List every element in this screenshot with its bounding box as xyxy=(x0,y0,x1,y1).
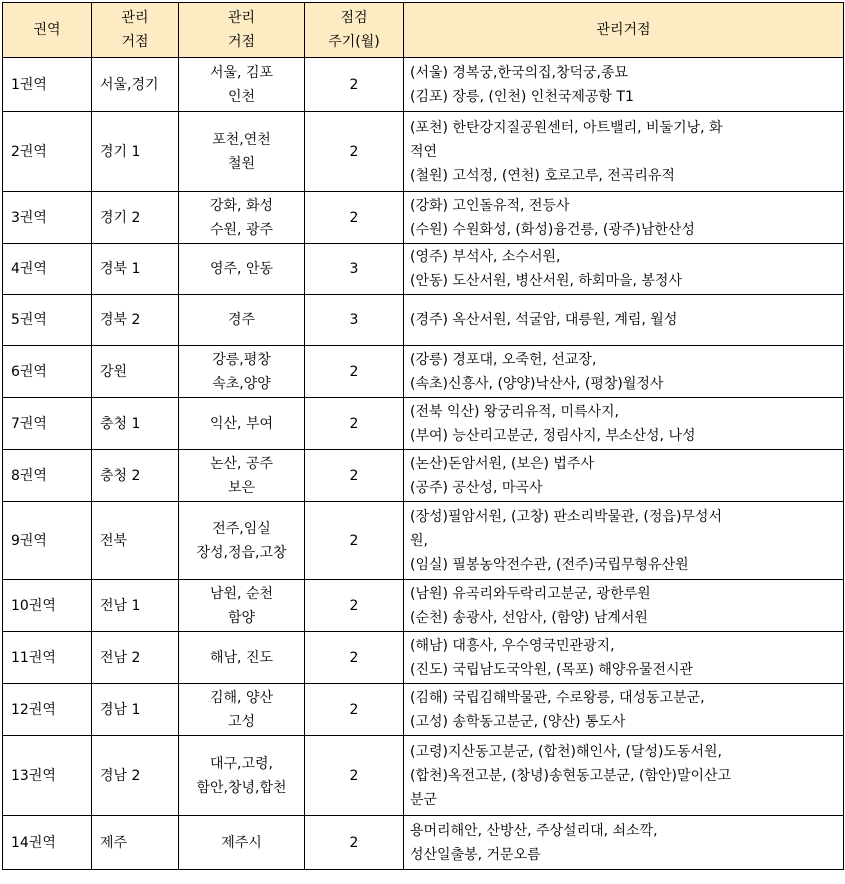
header-line: 거점 xyxy=(227,34,256,50)
area-cell: 전남 2 xyxy=(92,632,179,684)
cycle-cell: 2 xyxy=(305,58,404,112)
site-line: 분군 xyxy=(410,791,438,808)
sites-cell xyxy=(404,816,844,870)
area-cell: 경북 2 xyxy=(92,295,179,346)
site-line: (남원) 유곡리와두락리고분군, 광한루원 xyxy=(410,585,651,602)
region-cell: 7권역 xyxy=(3,398,92,450)
table-row xyxy=(3,580,844,632)
center-line: 함양 xyxy=(227,609,256,626)
table-row xyxy=(3,816,844,870)
center-cell xyxy=(179,295,305,346)
cycle-cell: 3 xyxy=(305,244,404,295)
center-line: 서울, 김포 xyxy=(210,64,273,81)
cycle-cell: 2 xyxy=(305,684,404,736)
site-line: (김포) 장릉, (인천) 인천국제공항 T1 xyxy=(410,88,634,105)
center-cell xyxy=(179,192,305,244)
sites-cell xyxy=(404,684,844,736)
header-line: 점검 xyxy=(340,10,368,26)
cycle-cell: 2 xyxy=(305,192,404,244)
center-line: 속초,양양 xyxy=(212,375,271,392)
table-row xyxy=(3,632,844,684)
site-line: (수원) 수원화성, (화성)융건릉, (광주)남한산성 xyxy=(410,221,695,238)
table-row xyxy=(3,502,844,580)
center-line: 인천 xyxy=(227,88,256,105)
area-cell: 충청 1 xyxy=(92,398,179,450)
site-line: (임실) 필봉농악전수관, (전주)국립무형유산원 xyxy=(410,556,689,573)
site-line: 용머리해안, 산방산, 주상설리대, 쇠소깍, xyxy=(410,822,658,839)
cycle-cell: 2 xyxy=(305,450,404,502)
header-row xyxy=(3,3,844,58)
center-line: 함안,창녕,합천 xyxy=(196,779,287,796)
table-row xyxy=(3,112,844,192)
area-cell: 경남 2 xyxy=(92,736,179,816)
cycle-cell: 2 xyxy=(305,112,404,192)
sites-cell xyxy=(404,580,844,632)
site-line: (순천) 송광사, 선암사, (함양) 남계서원 xyxy=(410,609,648,626)
site-line: (논산)돈암서원, (보은) 법주사 xyxy=(410,455,594,472)
center-line: 장성,정읍,고창 xyxy=(196,544,287,561)
header-line: 관리거점 xyxy=(596,22,651,38)
area-cell: 제주 xyxy=(92,816,179,870)
center-cell xyxy=(179,580,305,632)
center-line: 익산, 부여 xyxy=(210,415,273,432)
region-cell: 13권역 xyxy=(3,736,92,816)
center-line: 수원, 광주 xyxy=(210,221,273,238)
region-cell: 9권역 xyxy=(3,502,92,580)
site-line: (강화) 고인돌유적, 전등사 xyxy=(410,197,570,214)
center-line: 고성 xyxy=(227,713,256,730)
sites-cell xyxy=(404,502,844,580)
sites-cell xyxy=(404,295,844,346)
region-cell: 12권역 xyxy=(3,684,92,736)
sites-cell xyxy=(404,192,844,244)
table-row xyxy=(3,295,844,346)
area-cell: 경기 1 xyxy=(92,112,179,192)
center-cell xyxy=(179,816,305,870)
center-cell xyxy=(179,58,305,112)
cycle-cell: 3 xyxy=(305,295,404,346)
center-line: 김해, 양산 xyxy=(210,689,273,706)
table-row xyxy=(3,684,844,736)
area-cell: 경남 1 xyxy=(92,684,179,736)
sites-cell xyxy=(404,398,844,450)
center-line: 논산, 공주 xyxy=(210,455,273,472)
cycle-cell: 2 xyxy=(305,502,404,580)
site-line: (부여) 능산리고분군, 정림사지, 부소산성, 나성 xyxy=(410,427,696,444)
site-line: (서울) 경복궁,한국의집,창덕궁,종묘 xyxy=(410,64,629,81)
header-cycle xyxy=(305,3,404,58)
area-cell: 강원 xyxy=(92,346,179,398)
site-line: (공주) 공산성, 마곡사 xyxy=(410,479,543,496)
area-cell: 서울,경기 xyxy=(92,58,179,112)
table-row xyxy=(3,58,844,112)
site-line: (진도) 국립남도국악원, (목포) 해양유물전시관 xyxy=(410,661,694,678)
sites-cell xyxy=(404,632,844,684)
sites-cell xyxy=(404,244,844,295)
area-cell: 충청 2 xyxy=(92,450,179,502)
center-cell xyxy=(179,112,305,192)
site-line: (장성)필암서원, (고창) 판소리박물관, (정읍)무성서 xyxy=(410,508,722,525)
site-line: (고령)지산동고분군, (합천)해인사, (달성)도동서원, xyxy=(410,743,722,760)
region-cell: 8권역 xyxy=(3,450,92,502)
site-line: (해남) 대흥사, 우수영국민관광지, xyxy=(410,637,615,654)
site-line: (속초)신흥사, (양양)낙산사, (평창)월정사 xyxy=(410,375,664,392)
header-line: 권역 xyxy=(33,22,61,38)
site-line: (강릉) 경포대, 오죽헌, 선교장, xyxy=(410,351,597,368)
center-cell xyxy=(179,736,305,816)
sites-cell xyxy=(404,58,844,112)
cycle-cell: 2 xyxy=(305,632,404,684)
center-line: 대구,고령, xyxy=(210,755,273,772)
region-cell: 14권역 xyxy=(3,816,92,870)
area-cell: 경북 1 xyxy=(92,244,179,295)
center-line: 영주, 안동 xyxy=(210,261,273,277)
region-cell: 6권역 xyxy=(3,346,92,398)
center-cell xyxy=(179,244,305,295)
site-line: (영주) 부석사, 소수서원, xyxy=(410,249,561,265)
sites-cell xyxy=(404,112,844,192)
center-line: 해남, 진도 xyxy=(210,649,273,666)
table-body xyxy=(3,58,844,870)
center-line: 강화, 화성 xyxy=(210,197,273,214)
table-row xyxy=(3,244,844,295)
site-line: (전북 익산) 왕궁리유적, 미륵사지, xyxy=(410,403,619,420)
region-cell: 11권역 xyxy=(3,632,92,684)
region-cell: 4권역 xyxy=(3,244,92,295)
header-line: 관리 xyxy=(121,10,149,26)
center-line: 경주 xyxy=(227,312,256,328)
site-line: 원, xyxy=(410,532,428,549)
table-row xyxy=(3,450,844,502)
site-line: 적연 xyxy=(410,143,438,160)
site-line: (합천)옥전고분, (창녕)송현동고분군, (함안)말이산고 xyxy=(410,767,732,784)
site-line: (김해) 국립김해박물관, 수로왕릉, 대성동고분군, xyxy=(410,689,705,706)
center-line: 제주시 xyxy=(221,834,262,851)
header-area xyxy=(92,3,179,58)
sites-cell xyxy=(404,736,844,816)
cycle-cell: 2 xyxy=(305,580,404,632)
site-line: (철원) 고석정, (연천) 호로고루, 전곡리유적 xyxy=(410,167,675,184)
cycle-cell: 2 xyxy=(305,346,404,398)
table-row xyxy=(3,736,844,816)
center-cell xyxy=(179,398,305,450)
site-line: 성산일출봉, 거문오름 xyxy=(410,846,541,863)
region-cell: 2권역 xyxy=(3,112,92,192)
center-line: 강릉,평창 xyxy=(212,351,271,368)
center-line: 포천,연천 xyxy=(212,131,271,148)
center-cell xyxy=(179,684,305,736)
region-cell: 3권역 xyxy=(3,192,92,244)
sites-cell xyxy=(404,450,844,502)
center-cell xyxy=(179,346,305,398)
header-region xyxy=(3,3,92,58)
region-cell: 10권역 xyxy=(3,580,92,632)
region-cell: 1권역 xyxy=(3,58,92,112)
center-line: 보은 xyxy=(227,479,256,496)
center-line: 전주,임실 xyxy=(212,520,271,537)
sites-cell xyxy=(404,346,844,398)
center-cell xyxy=(179,450,305,502)
site-line: (안동) 도산서원, 병산서원, 하회마을, 봉정사 xyxy=(410,273,682,289)
table-row xyxy=(3,192,844,244)
area-cell: 경기 2 xyxy=(92,192,179,244)
center-cell xyxy=(179,502,305,580)
table-row xyxy=(3,398,844,450)
header-center xyxy=(179,3,305,58)
cycle-cell: 2 xyxy=(305,398,404,450)
table-row xyxy=(3,346,844,398)
center-line: 남원, 순천 xyxy=(210,585,273,602)
header-line: 거점 xyxy=(121,34,149,50)
management-table xyxy=(2,2,844,870)
cycle-cell: 2 xyxy=(305,816,404,870)
center-cell xyxy=(179,632,305,684)
region-cell: 5권역 xyxy=(3,295,92,346)
header-line: 주기(월) xyxy=(328,34,380,50)
center-line: 철원 xyxy=(227,155,256,172)
header-line: 관리 xyxy=(227,10,256,26)
site-line: (고성) 송학동고분군, (양산) 통도사 xyxy=(410,713,626,730)
cycle-cell: 2 xyxy=(305,736,404,816)
header-sites xyxy=(404,3,844,58)
area-cell: 전남 1 xyxy=(92,580,179,632)
area-cell: 전북 xyxy=(92,502,179,580)
site-line: (경주) 옥산서원, 석굴암, 대릉원, 계림, 월성 xyxy=(410,312,678,328)
site-line: (포천) 한탄강지질공원센터, 아트밸리, 비둘기낭, 화 xyxy=(410,119,723,136)
